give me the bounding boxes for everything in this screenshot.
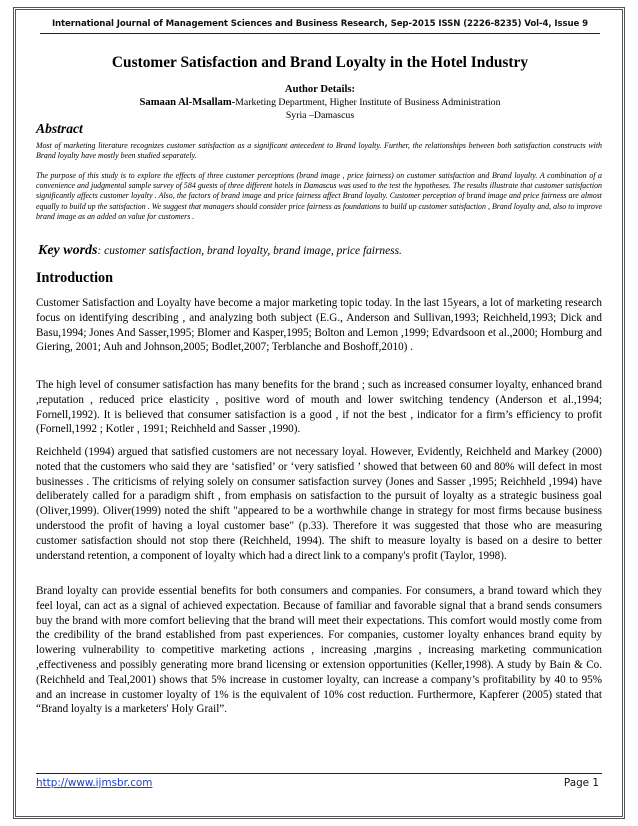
intro-paragraph-2: The high level of consumer satisfaction has many benefits for the brand ; such as increased consumer loyalty, enhanced brand ,reputation , reduced price elasticity , positive word of mouth and lower switching tendency (Anderson et al.,1994; Fornell,1992). It is believed that consumer satisfaction is a good , if not the best , indicator for a firm’s efficiency to profit (Fornell,1992 ; Kotler , 1991; Reichheld and Sasser ,1990). (36, 379, 602, 436)
introduction-heading: Introduction (36, 270, 113, 286)
keywords-text: : customer satisfaction, brand loyalty, brand image, price fairness. (97, 245, 402, 257)
footer-divider (36, 773, 602, 774)
author-city: Syria –Damascus (285, 110, 355, 121)
author-details-label: Author Details: (284, 84, 356, 95)
abstract-paragraph-2: The purpose of this study is to explore the effects of three customer perceptions (brand image , price fairness) on customer satisfaction and Brand loyalty. A combination of a convenience and judgmental sample survey of 584 guests of three different hotels in Damascus was used to the test the hypotheses. The results illustrate that customer satisfaction significantly affects customer loyalty . Also, the factors of brand image and price fairness affect Brand loyalty. Customer perception of brand image and price fairness are almost equally to build up the satisfaction . We suggest that managers should consider price fairness as foundations to build up customer satisfaction , Brand loyalty and, also to improve brand image as an added on value for customers . (36, 171, 602, 221)
abstract-paragraph-1: Most of marketing literature recognizes customer satisfaction as a significant antecedent to Brand loyalty. Further, the relationships between both satisfaction constructs with Brand loyalty have mostly been studied separately. (36, 141, 602, 161)
page-number: Page 1 (563, 777, 599, 789)
intro-paragraph-1: Customer Satisfaction and Loyalty have become a major marketing topic today. In the last 15years, a lot of marketing research focus on identifying describing , and analyzing both subject (E.G., Anderson and Sullivan,1993; Reichheld,1993; Dick and Basu,1994; Jones And Sasser,1995; Blomer and Kasper,1995; Bolton and Lemon ,1999; Edvardsoon et al.,2000; Homburg and Giering, 2001; Auh and Johnson,2005; Bodlet,2007; Terblanche and Boshoff,2010) . (36, 297, 602, 354)
intro-paragraph-3: Reichheld (1994) argued that satisfied customers are not necessary loyal. However, Evidently, Reichheld and Markey (2000) noted that the customers who said they are ‘satisfied’ or ‘very satisfied ’ showed that between 60 and 80% will defect in most businesses . The criticisms of relying solely on consumer satisfaction survey (Jones and Sasser ,1995; Reichheld ,1994) have deliberately called for a paradigm shift , from emphasis on satisfaction to the pursuit of loyalty as a strategic business goal (Oliver,1999). Oliver(1999) noted the shift "appeared to be a worthwhile change in strategy for most firms because business understood the profit of having a loyal customer base" (p.33). Therefore it was suggested that those who are measuring customer satisfaction should not stop there (Reichheld, 1994). The shift to measure loyalty is based on a desire to better understand retention, a component of loyalty which had a direct link to a company's profit (Taylor, 1998). (36, 446, 602, 562)
author-line (40, 97, 600, 108)
abstract-heading: Abstract (36, 121, 83, 136)
keywords (38, 241, 598, 259)
author-affiliation: Marketing Department, Higher Institute of Business Administration (235, 97, 501, 108)
journal-header: International Journal of Management Sciences and Business Research, Sep-2015 ISSN (2226-8235) Vol-4, Issue 9 (51, 19, 589, 29)
author-name: Samaan Al-Msallam- (139, 97, 236, 108)
journal-website-link[interactable]: http://www.ijmsbr.com (36, 777, 153, 789)
keywords-label: Key words (38, 243, 98, 258)
intro-paragraph-4: Brand loyalty can provide essential benefits for both consumers and companies. For consumers, a brand toward which they feel loyal, can act as a signal of achieved expectation. Because of familiar and favorable signal that a brand sends consumers buy the brand with more comfort believing that the brand will meet their expectations. This comfort would mostly come from the credibility of the brand established from past experiences. For companies, customer loyalty enhances brand equity by lowering vulnerability to competitive marketing actions , increasing ,margins , increasing marketing communication ,effectiveness and possibly generating more brand licensing or extension opportunities (Keller,1998). A study by Bain & Co. (Reichheld and Teal,2001) shows that 5% increase in customer loyalty, can increase a company’s profitability by 40 to 95% and an increase in customer loyalty of 1% is the equivalent of 10% cost reduction. Furthermore, Kapferer (2005) stated that “Brand loyalty is a marketers' Holy Grail”. (36, 585, 602, 716)
paper-title: Customer Satisfaction and Brand Loyalty in the Hotel Industry (111, 54, 529, 71)
header-divider (40, 33, 600, 34)
